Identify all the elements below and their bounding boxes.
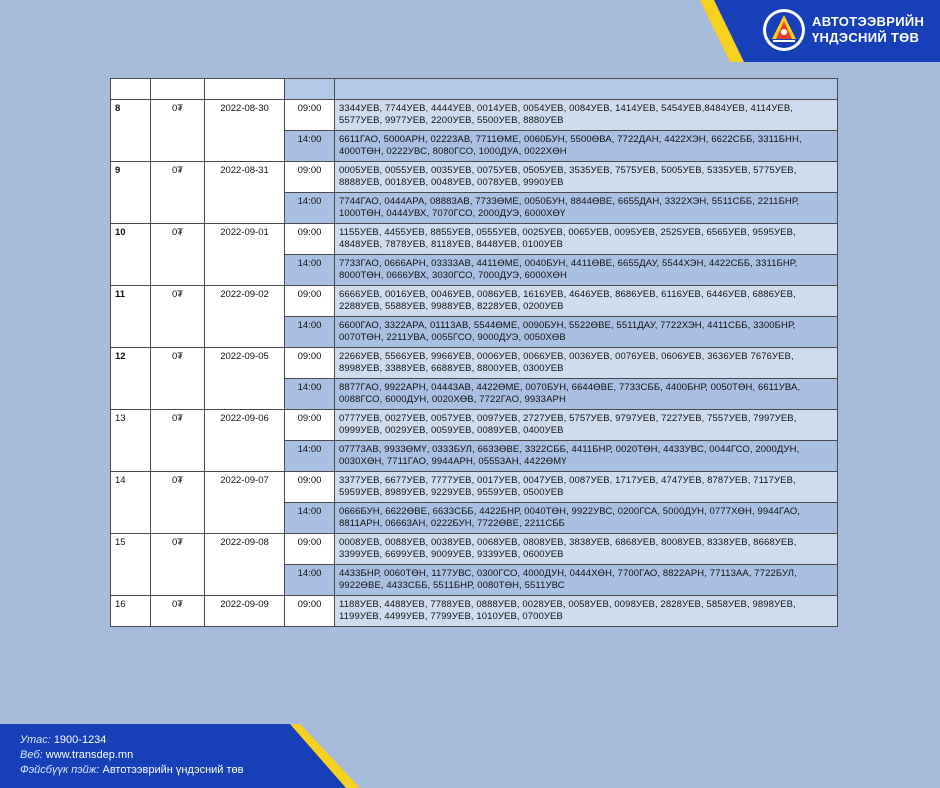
- plate-list: 7733ГАО, 0666АРН, 03333АВ, 4411ӨМЕ, 0040БУН, 4411ӨВЕ, 6655ДАУ, 5544ХЭН, 4422СББ, 3311БНР, 8000ТӨН, 0666УВХ, 3030ГСО, 7000ДУЭ, 6000ХӨН: [335, 255, 838, 286]
- table-row: [111, 596, 838, 627]
- plate-list: 0005УЕВ, 0055УЕВ, 0035УЕВ, 0075УЕВ, 0505УЕВ, 3535УЕВ, 7575УЕВ, 5005УЕВ, 5335УЕВ, 5775УЕВ, 8888УЕВ, 0018УЕВ, 0048УЕВ, 0078УЕВ, 9990УЕВ: [335, 162, 838, 193]
- date-cell: 2022-09-09: [205, 596, 285, 627]
- phone-line: [20, 733, 244, 748]
- plate-list: 6600ГАО, 3322АРА, 01113АВ, 5544ӨМЕ, 0090БУН, 5522ӨВЕ, 5511ДАУ, 7722ХЭН, 4411СББ, 3300БНР, 0070ТӨН, 2211УВА, 0055ГСО, 9000ДУЭ, 0050ХӨВ: [335, 317, 838, 348]
- plate-list: 8877ГАО, 9922АРН, 04443АВ, 4422ӨМЕ, 0070БУН, 6644ӨВЕ, 7733СББ, 4400БНР, 0050ТӨН, 6611УВА, 0088ГСО, 6000ДУН, 0020ХӨВ, 7722ГАО, 9933АРН: [335, 379, 838, 410]
- time-cell: 09:00: [285, 100, 335, 131]
- time-cell: 09:00: [285, 596, 335, 627]
- time-cell: 09:00: [285, 534, 335, 565]
- brand-line-1: АВТОТЭЭВРИЙН: [812, 14, 925, 29]
- row-number: 16: [111, 596, 151, 627]
- date-cell: 2022-09-02: [205, 286, 285, 348]
- plate-list: 4433БНР, 0060ТӨН, 1177УВС, 0300ГСО, 4000ДУН, 0444ХӨН, 7700ГАО, 8822АРН, 77113АА, 7722БУЛ, 9922ӨВЕ, 4433СББ, 5511БНР, 0080ТӨН, 5511УВС: [335, 565, 838, 596]
- plate-list: 1188УЕВ, 4488УЕВ, 7788УЕВ, 0888УЕВ, 0028УЕВ, 0058УЕВ, 0098УЕВ, 2828УЕВ, 5858УЕВ, 9898УЕВ, 1199УЕВ, 4499УЕВ, 7799УЕВ, 1010УЕВ, 0700УЕВ: [335, 596, 838, 627]
- fee-cell: 0₮: [151, 596, 205, 627]
- row-number: 15: [111, 534, 151, 596]
- plate-list: 7744ГАО, 0444АРА, 08883АВ, 7733ӨМЕ, 0050БУН, 8844ӨВЕ, 6655ДАН, 3322ХЭН, 5511СББ, 2211БНР, 1000ТӨН, 0444УВХ, 7070ГСО, 2000ДУЭ, 6000ХӨҮ: [335, 193, 838, 224]
- fee-cell: 0₮: [151, 348, 205, 410]
- fee-cell: 0₮: [151, 534, 205, 596]
- row-number: 14: [111, 472, 151, 534]
- header-cell: [151, 79, 205, 100]
- time-cell: 09:00: [285, 410, 335, 441]
- time-cell: 14:00: [285, 379, 335, 410]
- brand-name: [812, 14, 924, 46]
- plate-list: 0666БУН, 6622ӨВЕ, 6633СББ, 4422БНР, 0040ТӨН, 9922УВС, 0200ГСА, 5000ДУН, 0777ХӨН, 9944ГАО, 8811АРН, 06663АН, 0222БУН, 7722ӨВЕ, 2211СББ: [335, 503, 838, 534]
- fee-cell: 0₮: [151, 162, 205, 224]
- header-cell: [285, 79, 335, 100]
- plate-list: 07773АВ, 9933ӨМҮ, 0333БУЛ, 6633ӨВЕ, 3322СББ, 4411БНР, 0020ТӨН, 4433УВС, 0044ГСО, 2000ДУН, 0030ХӨН, 7711ГАО, 9944АРН, 05553АН, 4422ӨМҮ: [335, 441, 838, 472]
- table-row: [111, 410, 838, 441]
- fee-cell: 0₮: [151, 286, 205, 348]
- plate-list: 3377УЕВ, 6677УЕВ, 7777УЕВ, 0017УЕВ, 0047УЕВ, 0087УЕВ, 1717УЕВ, 4747УЕВ, 8787УЕВ, 7117УЕВ, 5959УЕВ, 8989УЕВ, 9229УЕВ, 9559УЕВ, 0500УЕВ: [335, 472, 838, 503]
- facebook-label: Фэйсбүүк пэйж:: [20, 764, 100, 776]
- row-number: 10: [111, 224, 151, 286]
- date-cell: 2022-09-06: [205, 410, 285, 472]
- plate-list: 0777УЕВ, 0027УЕВ, 0057УЕВ, 0097УЕВ, 2727УЕВ, 5757УЕВ, 9797УЕВ, 7227УЕВ, 7557УЕВ, 7997УЕВ, 0999УЕВ, 0029УЕВ, 0059УЕВ, 0089УЕВ, 0400УЕВ: [335, 410, 838, 441]
- plate-list: 1155УЕВ, 4455УЕВ, 8855УЕВ, 0555УЕВ, 0025УЕВ, 0065УЕВ, 0095УЕВ, 2525УЕВ, 6565УЕВ, 9595УЕВ, 4848УЕВ, 7878УЕВ, 8118УЕВ, 8448УЕВ, 0100УЕВ: [335, 224, 838, 255]
- time-cell: 14:00: [285, 193, 335, 224]
- table-row: [111, 286, 838, 317]
- fee-cell: 0₮: [151, 100, 205, 162]
- plate-list: 0008УЕВ, 0088УЕВ, 0038УЕВ, 0068УЕВ, 0808УЕВ, 3838УЕВ, 6868УЕВ, 8008УЕВ, 8338УЕВ, 8668УЕВ, 3399УЕВ, 6699УЕВ, 9009УЕВ, 9339УЕВ, 0600УЕВ: [335, 534, 838, 565]
- facebook-page-link[interactable]: Автотээврийн үндэсний төв: [102, 764, 244, 776]
- time-cell: 09:00: [285, 472, 335, 503]
- date-cell: 2022-09-08: [205, 534, 285, 596]
- row-number: 9: [111, 162, 151, 224]
- time-cell: 09:00: [285, 348, 335, 379]
- header-cell: [111, 79, 151, 100]
- row-number: 12: [111, 348, 151, 410]
- fee-cell: 0₮: [151, 410, 205, 472]
- table-row: [111, 162, 838, 193]
- time-cell: 09:00: [285, 224, 335, 255]
- table-row: [111, 472, 838, 503]
- brand-line-2: ҮНДЭСНИЙ ТӨВ: [812, 30, 920, 45]
- time-cell: 14:00: [285, 441, 335, 472]
- date-cell: 2022-08-31: [205, 162, 285, 224]
- web-label: Веб:: [20, 749, 43, 761]
- table-body: [111, 100, 838, 627]
- header-cell: [205, 79, 285, 100]
- time-cell: 14:00: [285, 317, 335, 348]
- time-cell: 14:00: [285, 503, 335, 534]
- date-cell: 2022-08-30: [205, 100, 285, 162]
- row-number: 8: [111, 100, 151, 162]
- fee-cell: 0₮: [151, 472, 205, 534]
- web-line: [20, 748, 244, 763]
- time-cell: 14:00: [285, 255, 335, 286]
- table-row: [111, 348, 838, 379]
- row-number: 11: [111, 286, 151, 348]
- date-cell: 2022-09-05: [205, 348, 285, 410]
- plate-list: 6666УЕВ, 0016УЕВ, 0046УЕВ, 0086УЕВ, 1616УЕВ, 4646УЕВ, 8686УЕВ, 6116УЕВ, 6446УЕВ, 6886УЕВ, 2288УЕВ, 5588УЕВ, 9988УЕВ, 8228УЕВ, 0200УЕВ: [335, 286, 838, 317]
- header-cell: [335, 79, 838, 100]
- plate-list: 6611ГАО, 5000АРН, 02223АВ, 7711ӨМЕ, 0060БУН, 5500ӨВА, 7722ДАН, 4422ХЭН, 6622СББ, 3311БНН, 4000ТӨН, 0222УВС, 8080ГСО, 1000ДУА, 0022ХӨН: [335, 131, 838, 162]
- phone-label: Утас:: [20, 734, 51, 746]
- table-row: [111, 534, 838, 565]
- phone-value: 1900-1234: [53, 734, 107, 746]
- time-cell: 14:00: [285, 565, 335, 596]
- date-cell: 2022-09-01: [205, 224, 285, 286]
- organization-logo-icon: [762, 8, 806, 52]
- fee-cell: 0₮: [151, 224, 205, 286]
- facebook-line: [20, 763, 244, 778]
- time-cell: 09:00: [285, 162, 335, 193]
- plate-schedule-table: [110, 78, 838, 627]
- time-cell: 09:00: [285, 286, 335, 317]
- table-row: [111, 224, 838, 255]
- row-number: 13: [111, 410, 151, 472]
- table-row: [111, 100, 838, 131]
- web-link[interactable]: www.transdep.mn: [45, 749, 134, 761]
- contact-info: [20, 733, 244, 778]
- plate-list: 2266УЕВ, 5566УЕВ, 9966УЕВ, 0006УЕВ, 0066УЕВ, 0036УЕВ, 0076УЕВ, 0606УЕВ, 3636УЕВ 7676УЕВ, 8998УЕВ, 3388УЕВ, 6688УЕВ, 8800УЕВ, 0300УЕВ: [335, 348, 838, 379]
- table-header-row: [111, 79, 838, 100]
- date-cell: 2022-09-07: [205, 472, 285, 534]
- time-cell: 14:00: [285, 131, 335, 162]
- plate-list: 3344УЕВ, 7744УЕВ, 4444УЕВ, 0014УЕВ, 0054УЕВ, 0084УЕВ, 1414УЕВ, 5454УЕВ,8484УЕВ, 4114УЕВ, 5577УЕВ, 9977УЕВ, 2200УЕВ, 5500УЕВ, 8880УЕВ: [335, 100, 838, 131]
